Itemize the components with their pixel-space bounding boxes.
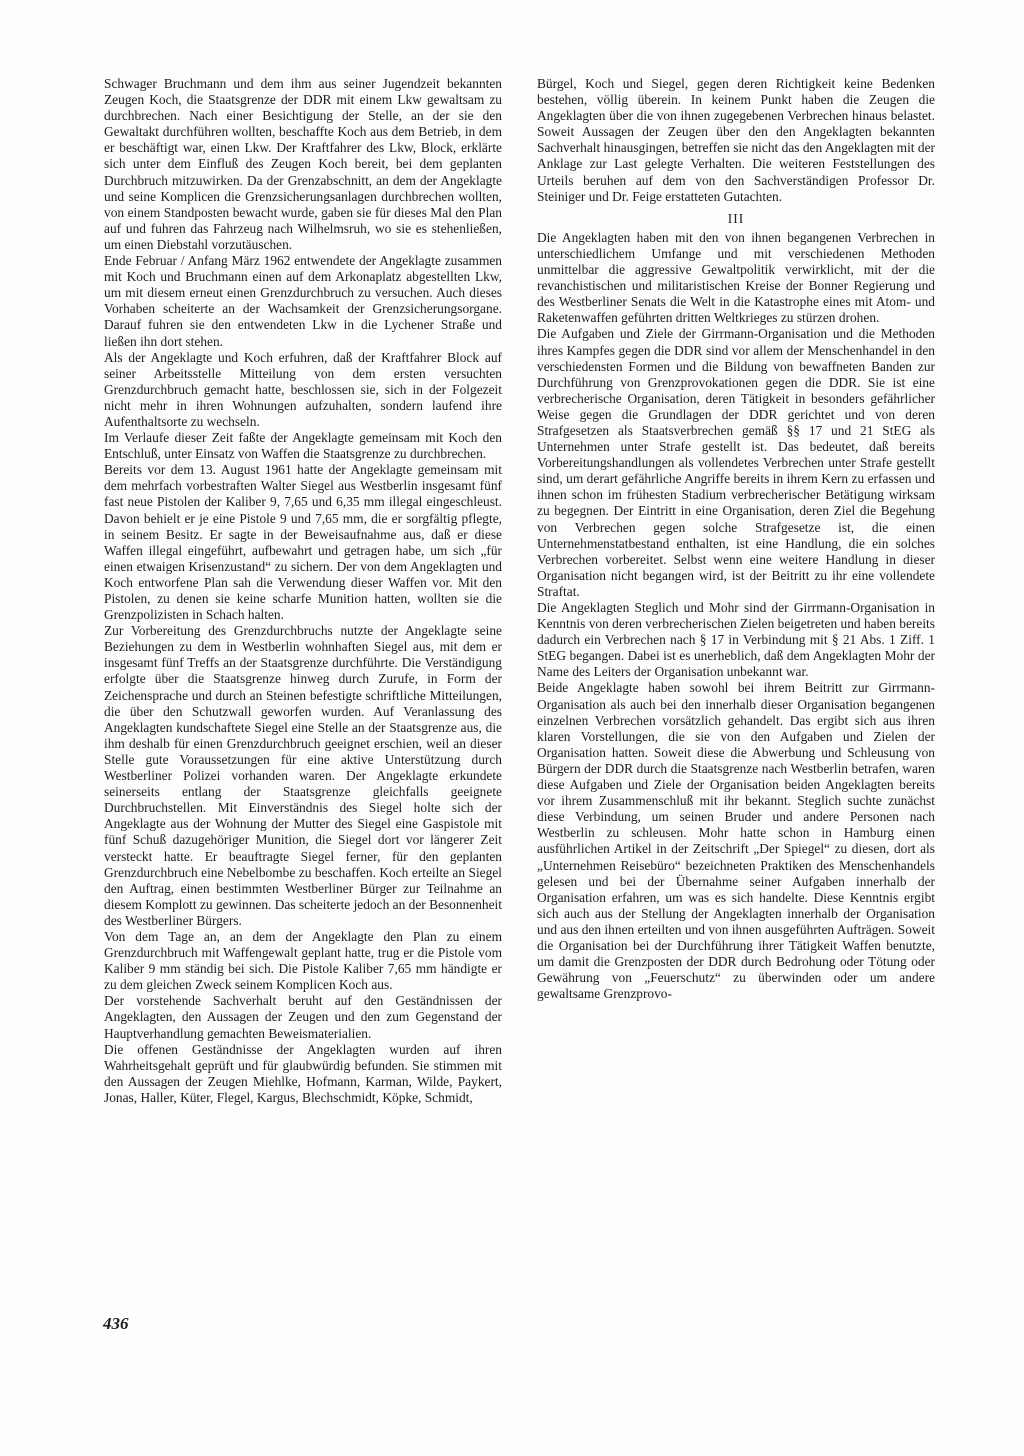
paragraph: Bereits vor dem 13. August 1961 hatte der Angeklagte gemeinsam mit dem mehrfach vorbestraften Walter Siegel aus Westberlin insgesamt fünf fast neue Pistolen der Kaliber 9, 7,65 und 6,35 mm illegal eingeschleust. Davon behielt er je eine Pistole 9 und 7,65 mm, die er sorgfältig pflegte, in seinem Besitz. Er sagte in der Beweisaufnahme aus, daß er diese Waffen illegal eingeführt, aufbewahrt und getragen habe, um sich „für einen etwaigen Krisenzustand“ zu sichern. Der von dem Angeklagten und Koch entworfene Plan sah die Verwendung dieser Waffen vor. Mit den Pistolen, zu denen sie keine scharfe Munition hatten, wollten sie die Grenzpolizisten in Schach halten. <box>104 462 502 623</box>
left-text-column <box>104 76 502 1106</box>
paragraph: Ende Februar / Anfang März 1962 entwendete der Angeklagte zusammen mit Koch und Bruchmann einen auf dem Arkonaplatz abgestellten Lkw, um mit diesem erneut einen Grenzdurchbruch zu versuchen. Auch dieses Vorhaben scheiterte an der Wachsamkeit der Grenzsicherungsorgane. Darauf fuhren sie den entwendeten Lkw in die Lychener Straße und ließen ihn dort stehen. <box>104 253 502 349</box>
paragraph: Die offenen Geständnisse der Angeklagten wurden auf ihren Wahrheitsgehalt geprüft und für glaubwürdig befunden. Sie stimmen mit den Aussagen der Zeugen Miehlke, Hofmann, Karman, Wilde, Paykert, Jonas, Haller, Küter, Flegel, Kargus, Blechschmidt, Köpke, Schmidt, <box>104 1041 502 1105</box>
paragraph: Die Aufgaben und Ziele der Girrmann-Organisation und die Methoden ihres Kampfes gegen die DDR sind vor allem der Menschenhandel in den verschiedensten Formen und die Bildung von bewaffneten Banden zur Durchführung von Grenzprovokationen gegen die DDR. Sie ist eine verbrecherische Organisation, deren Tätigkeit in besonders gefährlicher Weise gegen die Grundlagen der DDR gerichtet und von deren Strafgesetzen als Staatsverbrechen gemäß §§ 17 und 21 StEG als Unternehmen unter Strafe gestellt ist. Das bedeutet, daß bereits Vorbereitungshandlungen als vollendetes Verbrechen unter Strafe gestellt sind, um derart gefährliche Angriffe bereits in ihrem Kern zu erfassen und ihnen schon im frühesten Stadium verbrecherischer Betätigung wirksam zu begegnen. Der Eintritt in eine Organisation, deren Ziel die Begehung von Verbrechen gegen solche Strafgesetze ist, die einen Unternehmenstatbestand enthalten, ist eine Handlung, die ein solches Verbrechen vorbereitet. Selbst wenn eine weitere Handlung in dieser Organisation nicht begangen wird, ist der Beitritt zu ihr eine vollendete Straftat. <box>537 326 935 599</box>
paragraph: Der vorstehende Sachverhalt beruht auf den Geständnissen der Angeklagten, den Aussagen der Zeugen und den zum Gegenstand der Hauptverhandlung gemachten Beweismaterialien. <box>104 993 502 1041</box>
paragraph: Im Verlaufe dieser Zeit faßte der Angeklagte gemeinsam mit Koch den Entschluß, unter Einsatz von Waffen die Staatsgrenze zu durchbrechen. <box>104 430 502 462</box>
paragraph: Bürgel, Koch und Siegel, gegen deren Richtigkeit keine Bedenken bestehen, völlig überein. In keinem Punkt haben die Zeugen die Angeklagten über die von ihnen zugegebenen Verbrechen hinaus belastet. Soweit Aussagen der Zeugen über den den Angeklagten bekannten Sachverhalt hinausgingen, betreffen sie nicht das den Angeklagten mit der Anklage zur Last gelegte Verhalten. Die weiteren Feststellungen des Urteils beruhen auf dem von den Sachverständigen Professor Dr. Steiniger und Dr. Feige erstatteten Gutachten. <box>537 76 935 204</box>
paragraph: Zur Vorbereitung des Grenzdurchbruchs nutzte der Angeklagte seine Beziehungen zu dem in Westberlin wohnhaften Siegel aus, mit dem er insgesamt fünf Treffs an der Staatsgrenze durchführte. Die Verständigung erfolgte über die Staatsgrenze hinweg durch Zurufe, in Form der Zeichensprache und durch an Steinen befestigte schriftliche Mitteilungen, die über den Schutzwall geworfen wurden. Auf Veranlassung des Angeklagten kundschaftete Siegel eine Stelle an der Staatsgrenze aus, die ihm deshalb für einen Grenzdurchbruch geeignet erschien, weil an dieser Stelle gute Voraussetzungen für eine aktive Unterstützung durch Westberliner Polizei vorhanden waren. Der Angeklagte erkundete seinerseits entlang der Staatsgrenze gleichfalls geeignete Durchbruchstellen. Mit Einverständnis des Siegel holte sich der Angeklagte aus der Wohnung der Mutter des Siegel eine Gaspistole mit fünf Schuß dazugehöriger Munition, die Siegel dort vor längerer Zeit versteckt hatte. Er beauftragte Siegel ferner, für den geplanten Grenzdurchbruch eine Nebelbombe zu beschaffen. Koch erteilte an Siegel den Auftrag, einen bestimmten Westberliner Bürger zur Teilnahme an diesem Komplott zu gewinnen. Das scheiterte jedoch an der Besonnenheit des Westberliner Bürgers. <box>104 623 502 928</box>
paragraph: Von dem Tage an, an dem der Angeklagte den Plan zu einem Grenzdurchbruch mit Waffengewalt geplant hatte, trug er die Pistole vom Kaliber 9 mm ständig bei sich. Die Pistole Kaliber 7,65 mm händigte er zu dem gleichen Zweck seinem Komplicen Koch aus. <box>104 928 502 993</box>
section-heading: III <box>727 210 745 226</box>
page-number: 436 <box>103 1314 129 1333</box>
right-text-column <box>537 76 935 1002</box>
paragraph: Schwager Bruchmann und dem ihm aus seiner Jugendzeit bekannten Zeugen Koch, die Staatsgrenze der DDR mit einem Lkw gewaltsam zu durchbrechen. Nach einer Besichtigung der Stelle, an der sie den Gewaltakt durchführen wollten, beschaffte Koch aus dem Betrieb, in dem er beschäftigt war, einen Lkw. Der Kraftfahrer des Lkw, Block, erklärte sich unter dem Einfluß des Zeugen Koch bereit, bei dem geplanten Durchbruch mitzuwirken. Da der Grenzabschnitt, an dem der Angeklagte und seine Komplicen die Grenzsicherungsanlagen durchbrechen wollten, von einem Standposten bewacht wurde, gaben sie für dieses Mal den Plan auf und fuhren das Fahrzeug nach Wilhelmsruh, wo sie es stehenließen, um einen Diebstahl vorzutäuschen. <box>104 76 502 252</box>
paragraph: Die Angeklagten haben mit den von ihnen begangenen Verbrechen in unterschiedlichem Umfange und mit verschiedenen Methoden unmittelbar die aggressive Gewaltpolitik verwirklicht, mit der die revanchistischen und militaristischen Kreise der Bonner Regierung und des Westberliner Senats die Welt in die Katastrophe eines mit Atom- und Raketenwaffen geführten dritten Weltkrieges zu stürzen drohen. <box>537 229 935 326</box>
paragraph: Als der Angeklagte und Koch erfuhren, daß der Kraftfahrer Block auf seiner Arbeitsstelle Mitteilung von dem ersten versuchten Grenzdurchbruch gemacht hatte, beschlossen sie, sich in der Folgezeit nicht mehr in ihren Wohnungen aufzuhalten, sondern laufend ihre Aufenthaltsorte zu wechseln. <box>104 349 502 429</box>
paragraph: Beide Angeklagte haben sowohl bei ihrem Beitritt zur Girrmann-Organisation als auch bei den innerhalb dieser Organisation begangenen einzelnen Verbrechen vorsätzlich gehandelt. Das ergibt sich aus ihren klaren Vorstellungen, die sie von den Aufgaben und Zielen der Organisation hatten. Soweit diese die Abwerbung und Schleusung von Bürgern der DDR durch die Staatsgrenze nach Westberlin betrafen, waren diese Aufgaben und Ziele der Organisation beiden Angeklagten bereits vor ihrem Zusammenschluß mit ihr bekannt. Steglich suchte zunächst diese Verbindung, um seinen Bruder und andere Personen nach Westberlin zu schleusen. Mohr hatte schon in Hamburg einen ausführlichen Artikel in der Zeitschrift „Der Spiegel“ zu diesen, dort als „Unternehmen Reisebüro“ bezeichneten Praktiken des Menschenhandels gelesen und bei der Übernahme seiner Aufgaben innerhalb der Organisation erfahren, um was es sich handelte. Diese Kenntnis ergibt sich auch aus der Stellung der Angeklagten innerhalb der Organisation und aus den ihnen erteilten und von ihnen ausgeführten Aufträgen. Soweit die Organisation bei der Durchführung ihrer Tätigkeit Waffen benutzte, um damit die Grenzposten der DDR durch Bedrohung oder Tötung oder Gewährung von „Feuerschutz“ zu überwinden oder um andere gewaltsame Grenzprovo- <box>537 680 935 1002</box>
paragraph: Die Angeklagten Steglich und Mohr sind der Girrmann-Organisation in Kenntnis von deren verbrecherischen Zielen beigetreten und haben bereits dadurch ein Verbrechen nach § 17 in Verbindung mit § 21 Abs. 1 Ziff. 1 StEG begangen. Dabei ist es unerheblich, daß dem Angeklagten Mohr der Name des Leiters der Organisation unbekannt war. <box>537 600 935 680</box>
